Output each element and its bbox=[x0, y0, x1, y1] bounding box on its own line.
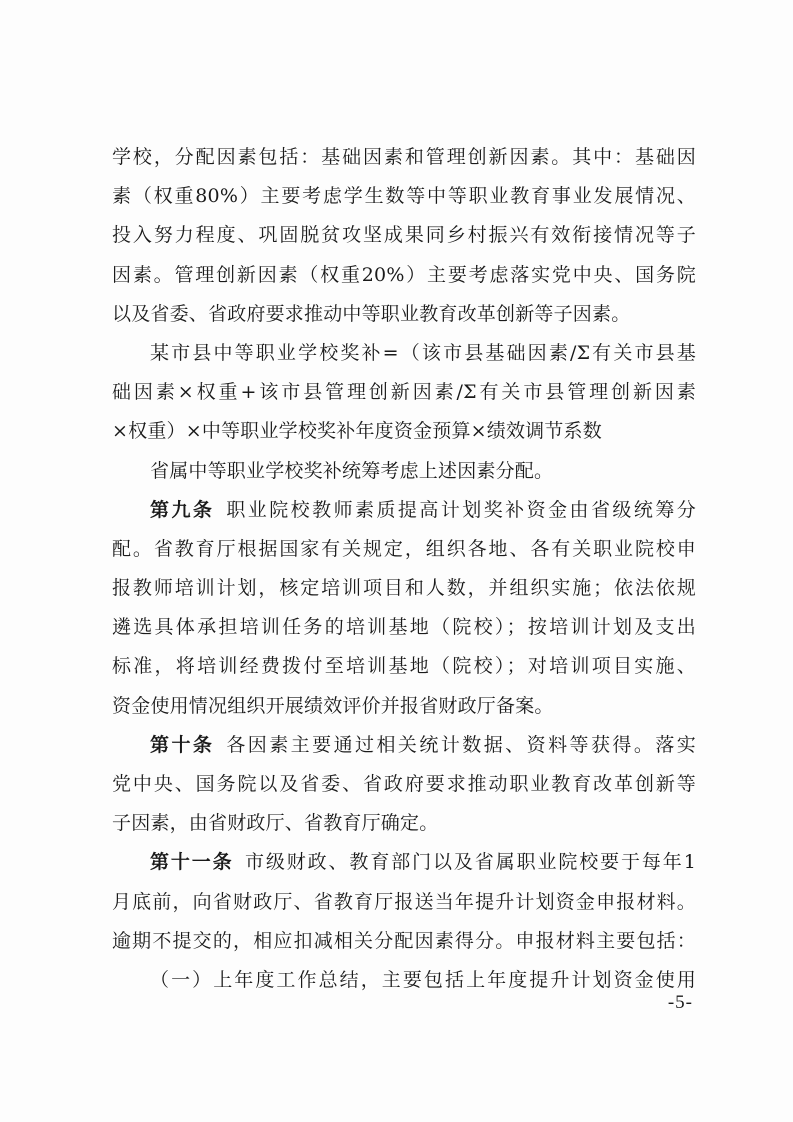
line-text: 市级财政、教育部门以及省属职业院校要于每年1 bbox=[243, 851, 696, 874]
text-line bbox=[112, 216, 696, 255]
article-heading: 第九条 bbox=[150, 498, 215, 521]
line-text: 省属中等职业学校奖补统筹考虑上述因素分配。 bbox=[150, 459, 554, 482]
line-text: 党中央、国务院以及省委、省政府要求推动职业教育改革创新等 bbox=[112, 773, 696, 795]
text-line bbox=[112, 608, 696, 647]
text-line bbox=[112, 804, 696, 843]
line-text: 月底前，向省财政厅、省教育厅报送当年提升计划资金申报材料。 bbox=[112, 890, 696, 913]
line-text: 逾期不提交的，相应扣减相关分配因素得分。申报材料主要包括： bbox=[112, 929, 696, 952]
line-text: 学校，分配因素包括：基础因素和管理创新因素。其中：基础因 bbox=[112, 146, 696, 168]
article-heading: 第十条 bbox=[150, 733, 215, 756]
line-text: 职业院校教师素质提高计划奖补资金由省级统筹分 bbox=[224, 498, 696, 521]
article-heading: 第十一条 bbox=[150, 851, 234, 874]
text-line bbox=[112, 491, 696, 530]
line-text: ×权重）×中等职业学校奖补年度资金预算×绩效调节系数 bbox=[112, 420, 602, 443]
line-text: （一）上年度工作总结，主要包括上年度提升计划资金使用 bbox=[150, 968, 696, 991]
text-line bbox=[112, 765, 696, 804]
document-body bbox=[112, 138, 696, 1000]
text-line bbox=[112, 647, 696, 686]
text-line bbox=[112, 961, 696, 1000]
line-text: 标准，将培训经费拨付至培训基地（院校）；对培训项目实施、 bbox=[112, 655, 696, 678]
line-text: 因素。管理创新因素（权重20%）主要考虑落实党中央、国务院 bbox=[112, 263, 696, 286]
text-line bbox=[112, 687, 696, 726]
text-line bbox=[112, 412, 696, 451]
text-line bbox=[112, 843, 696, 882]
line-text: 投入努力程度、巩固脱贫攻坚成果同乡村振兴有效衔接情况等子 bbox=[112, 224, 696, 247]
line-text: 资金使用情况组织开展绩效评价并报省财政厅备案。 bbox=[112, 694, 554, 717]
text-line bbox=[112, 295, 696, 334]
line-text: 报教师培训计划，核定培训项目和人数，并组织实施；依法依规 bbox=[112, 577, 696, 600]
line-text: 子因素，由省财政厅、省教育厅确定。 bbox=[112, 812, 439, 835]
text-line bbox=[112, 452, 696, 491]
text-line bbox=[112, 138, 696, 177]
line-text: 以及省委、省政府要求推动中等职业教育改革创新等子因素。 bbox=[112, 302, 631, 325]
text-line bbox=[112, 922, 696, 961]
line-text: 素（权重80%）主要考虑学生数等中等职业教育事业发展情况、 bbox=[112, 185, 696, 208]
text-line bbox=[112, 177, 696, 216]
line-text: 础因素×权重+该市县管理创新因素/Σ有关市县管理创新因素 bbox=[112, 381, 696, 404]
line-text: 各因素主要通过相关统计数据、资料等获得。落实 bbox=[224, 733, 696, 756]
text-line bbox=[112, 883, 696, 922]
text-line bbox=[112, 334, 696, 373]
text-line bbox=[112, 256, 696, 295]
text-line bbox=[112, 726, 696, 765]
line-text: 配。省教育厅根据国家有关规定，组织各地、各有关职业院校申 bbox=[112, 537, 696, 560]
text-line bbox=[112, 373, 696, 412]
line-text: 某市县中等职业学校奖补=（该市县基础因素/Σ有关市县基 bbox=[150, 341, 696, 364]
text-line bbox=[112, 569, 696, 608]
text-line bbox=[112, 530, 696, 569]
page-number: -5- bbox=[667, 992, 693, 1013]
line-text: 遴选具体承担培训任务的培训基地（院校）；按培训计划及支出 bbox=[112, 616, 696, 639]
